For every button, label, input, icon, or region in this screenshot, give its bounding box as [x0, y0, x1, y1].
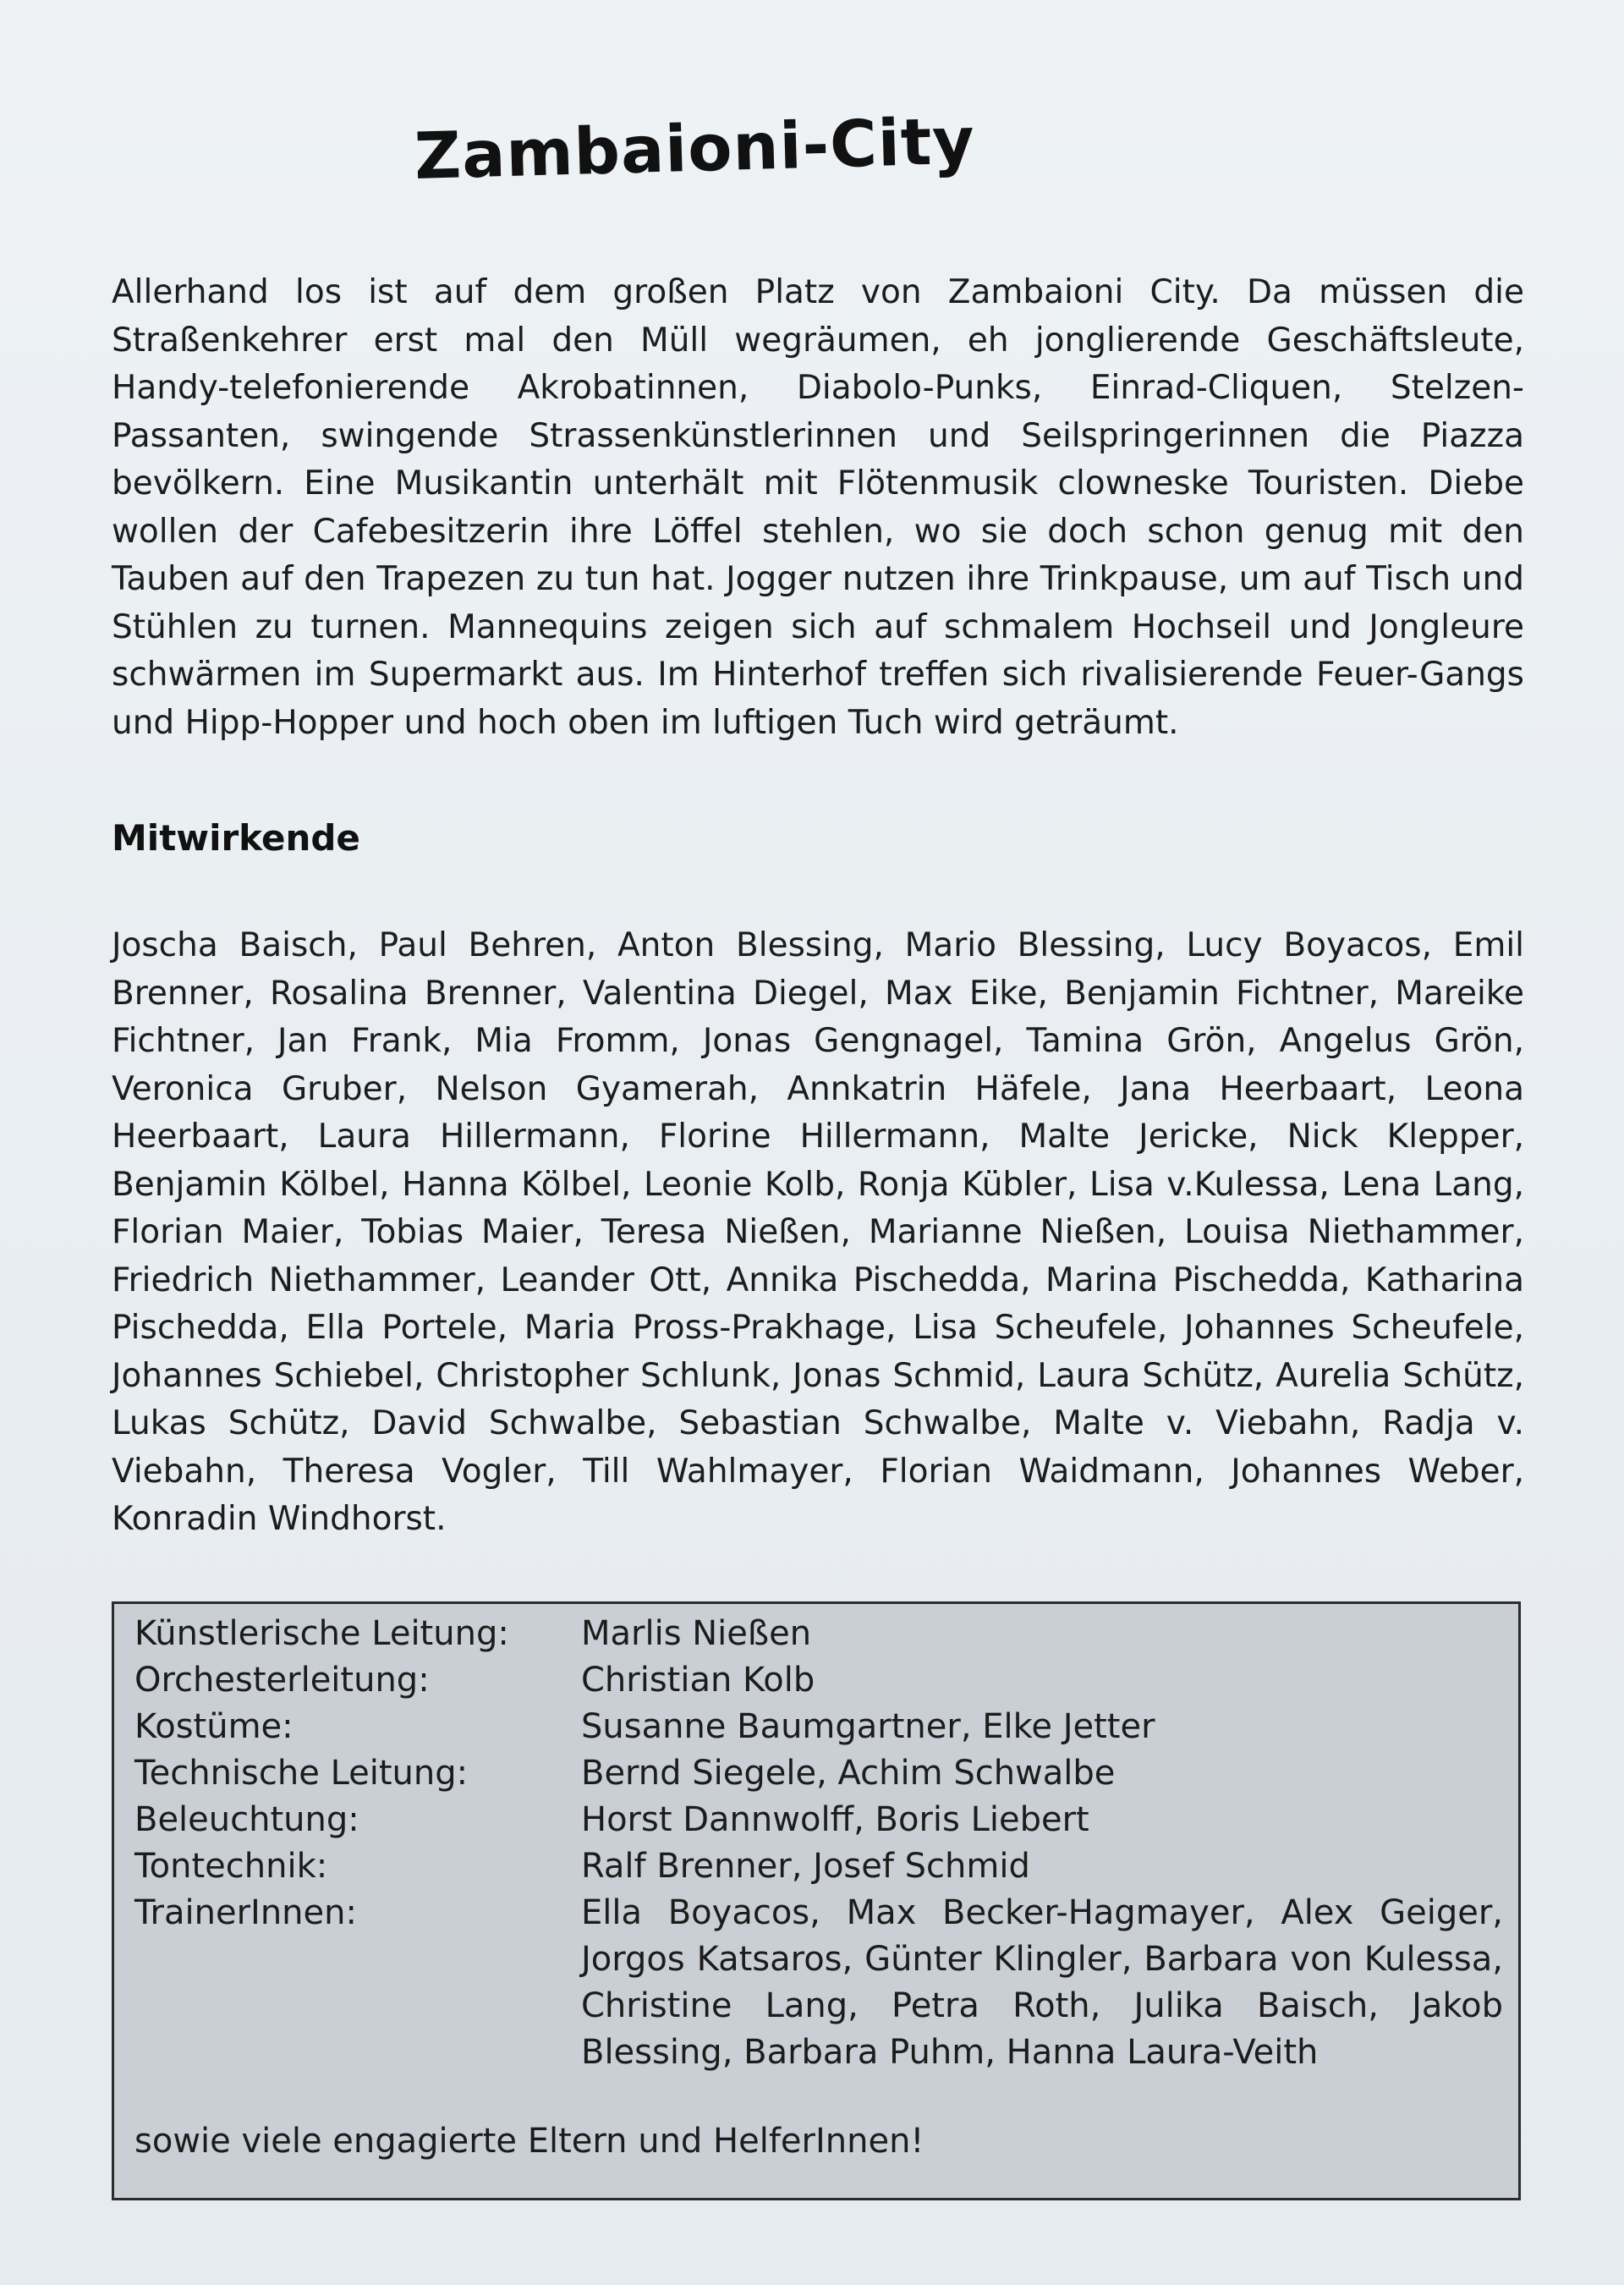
credit-names: Ralf Brenner, Josef Schmid [581, 1847, 1030, 1886]
credit-role: TrainerInnen: [134, 1893, 357, 1932]
intro-paragraph: Allerhand los ist auf dem großen Platz von Zambaioni City. Da müssen die Straßenkehrer erst mal den Müll wegräumen, eh jonglierende Geschäftsleute, Handy-telefonierende Akrobatinnen, Diabolo-Punks, Einrad-Cliquen, Stelzen-Passanten, swingende Strassenkünstlerinnen und Seilspringerinnen die Piazza bevölkern. Eine Musikantin unterhält mit Flötenmusik clowneske Touristen. Diebe wollen der Cafebesitzerin ihre Löffel stehlen, wo sie doch schon genug mit den Tauben auf den Trapezen zu tun hat. Jogger nutzen ihre Trinkpause, um auf Tisch und Stühlen zu turnen. Mannequins zeigen sich auf schmalem Hochseil und Jongleure schwärmen im Supermarkt aus. Im Hinterhof treffen sich rivalisierende Feuer-Gangs und Hipp-Hopper und hoch oben im luftigen Tuch wird geträumt. [112, 273, 1524, 742]
helpers-note: sowie viele engagierte Eltern und HelferInnen! [134, 2122, 924, 2161]
cast-list: Joscha Baisch, Paul Behren, Anton Blessing, Mario Blessing, Lucy Boyacos, Emil Brenner, Rosalina Brenner, Valentina Diegel, Max Eike, Benjamin Fichtner, Mareike Fichtner, Jan Frank, Mia Fromm, Jonas Gengnagel, Tamina Grön, Angelus Grön, Veronica Gruber, Nelson Gyamerah, Annkatrin Häfele, Jana Heerbaart, Leona Heerbaart, Laura Hillermann, Florine Hillermann, Malte Jericke, Nick Klepper, Benjamin Kölbel, Hanna Kölbel, Leonie Kolb, Ronja Kübler, Lisa v.Kulessa, Lena Lang, Florian Maier, Tobias Maier, Teresa Nießen, Marianne Nießen, Louisa Niethammer, Friedrich Niethammer, Leander Ott, Annika Pischedda, Marina Pischedda, Katharina Pischedda, Ella Portele, Maria Pross-Prakhage, Lisa Scheufele, Johannes Scheufele, Johannes Schiebel, Christopher Schlunk, Jonas Schmid, Laura Schütz, Aurelia Schütz, Lukas Schütz, David Schwalbe, Sebastian Schwalbe, Malte v. Viebahn, Radja v. Viebahn, Theresa Vogler, Till Wahlmayer, Florian Waidmann, Johannes Weber, Konradin Windhorst. [112, 926, 1524, 1538]
credits-box [112, 1601, 1521, 2200]
credit-names: Marlis Nießen [581, 1614, 812, 1653]
credit-role: Künstlerische Leitung: [134, 1614, 509, 1653]
credit-role: Tontechnik: [134, 1847, 328, 1886]
credit-names: Horst Dannwolff, Boris Liebert [581, 1800, 1089, 1839]
page-title: Zambaioni-City [413, 102, 976, 194]
cast-heading: Mitwirkende [112, 817, 360, 859]
credit-role: Orchesterleitung: [134, 1661, 430, 1700]
credit-role: Beleuchtung: [134, 1800, 359, 1839]
credit-role: Kostüme: [134, 1707, 294, 1746]
credit-names: Ella Boyacos, Max Becker-Hagmayer, Alex Geiger, Jorgos Katsaros, Günter Klingler, Barbara von Kulessa, Christine Lang, Petra Roth, Julika Baisch, Jakob Blessing, Barbara Puhm, Hanna Laura-Veith [581, 1893, 1503, 2072]
credit-names: Christian Kolb [581, 1661, 815, 1700]
credit-names: Susanne Baumgartner, Elke Jetter [581, 1707, 1155, 1746]
credit-role: Technische Leitung: [134, 1754, 469, 1793]
credit-names: Bernd Siegele, Achim Schwalbe [581, 1754, 1116, 1793]
